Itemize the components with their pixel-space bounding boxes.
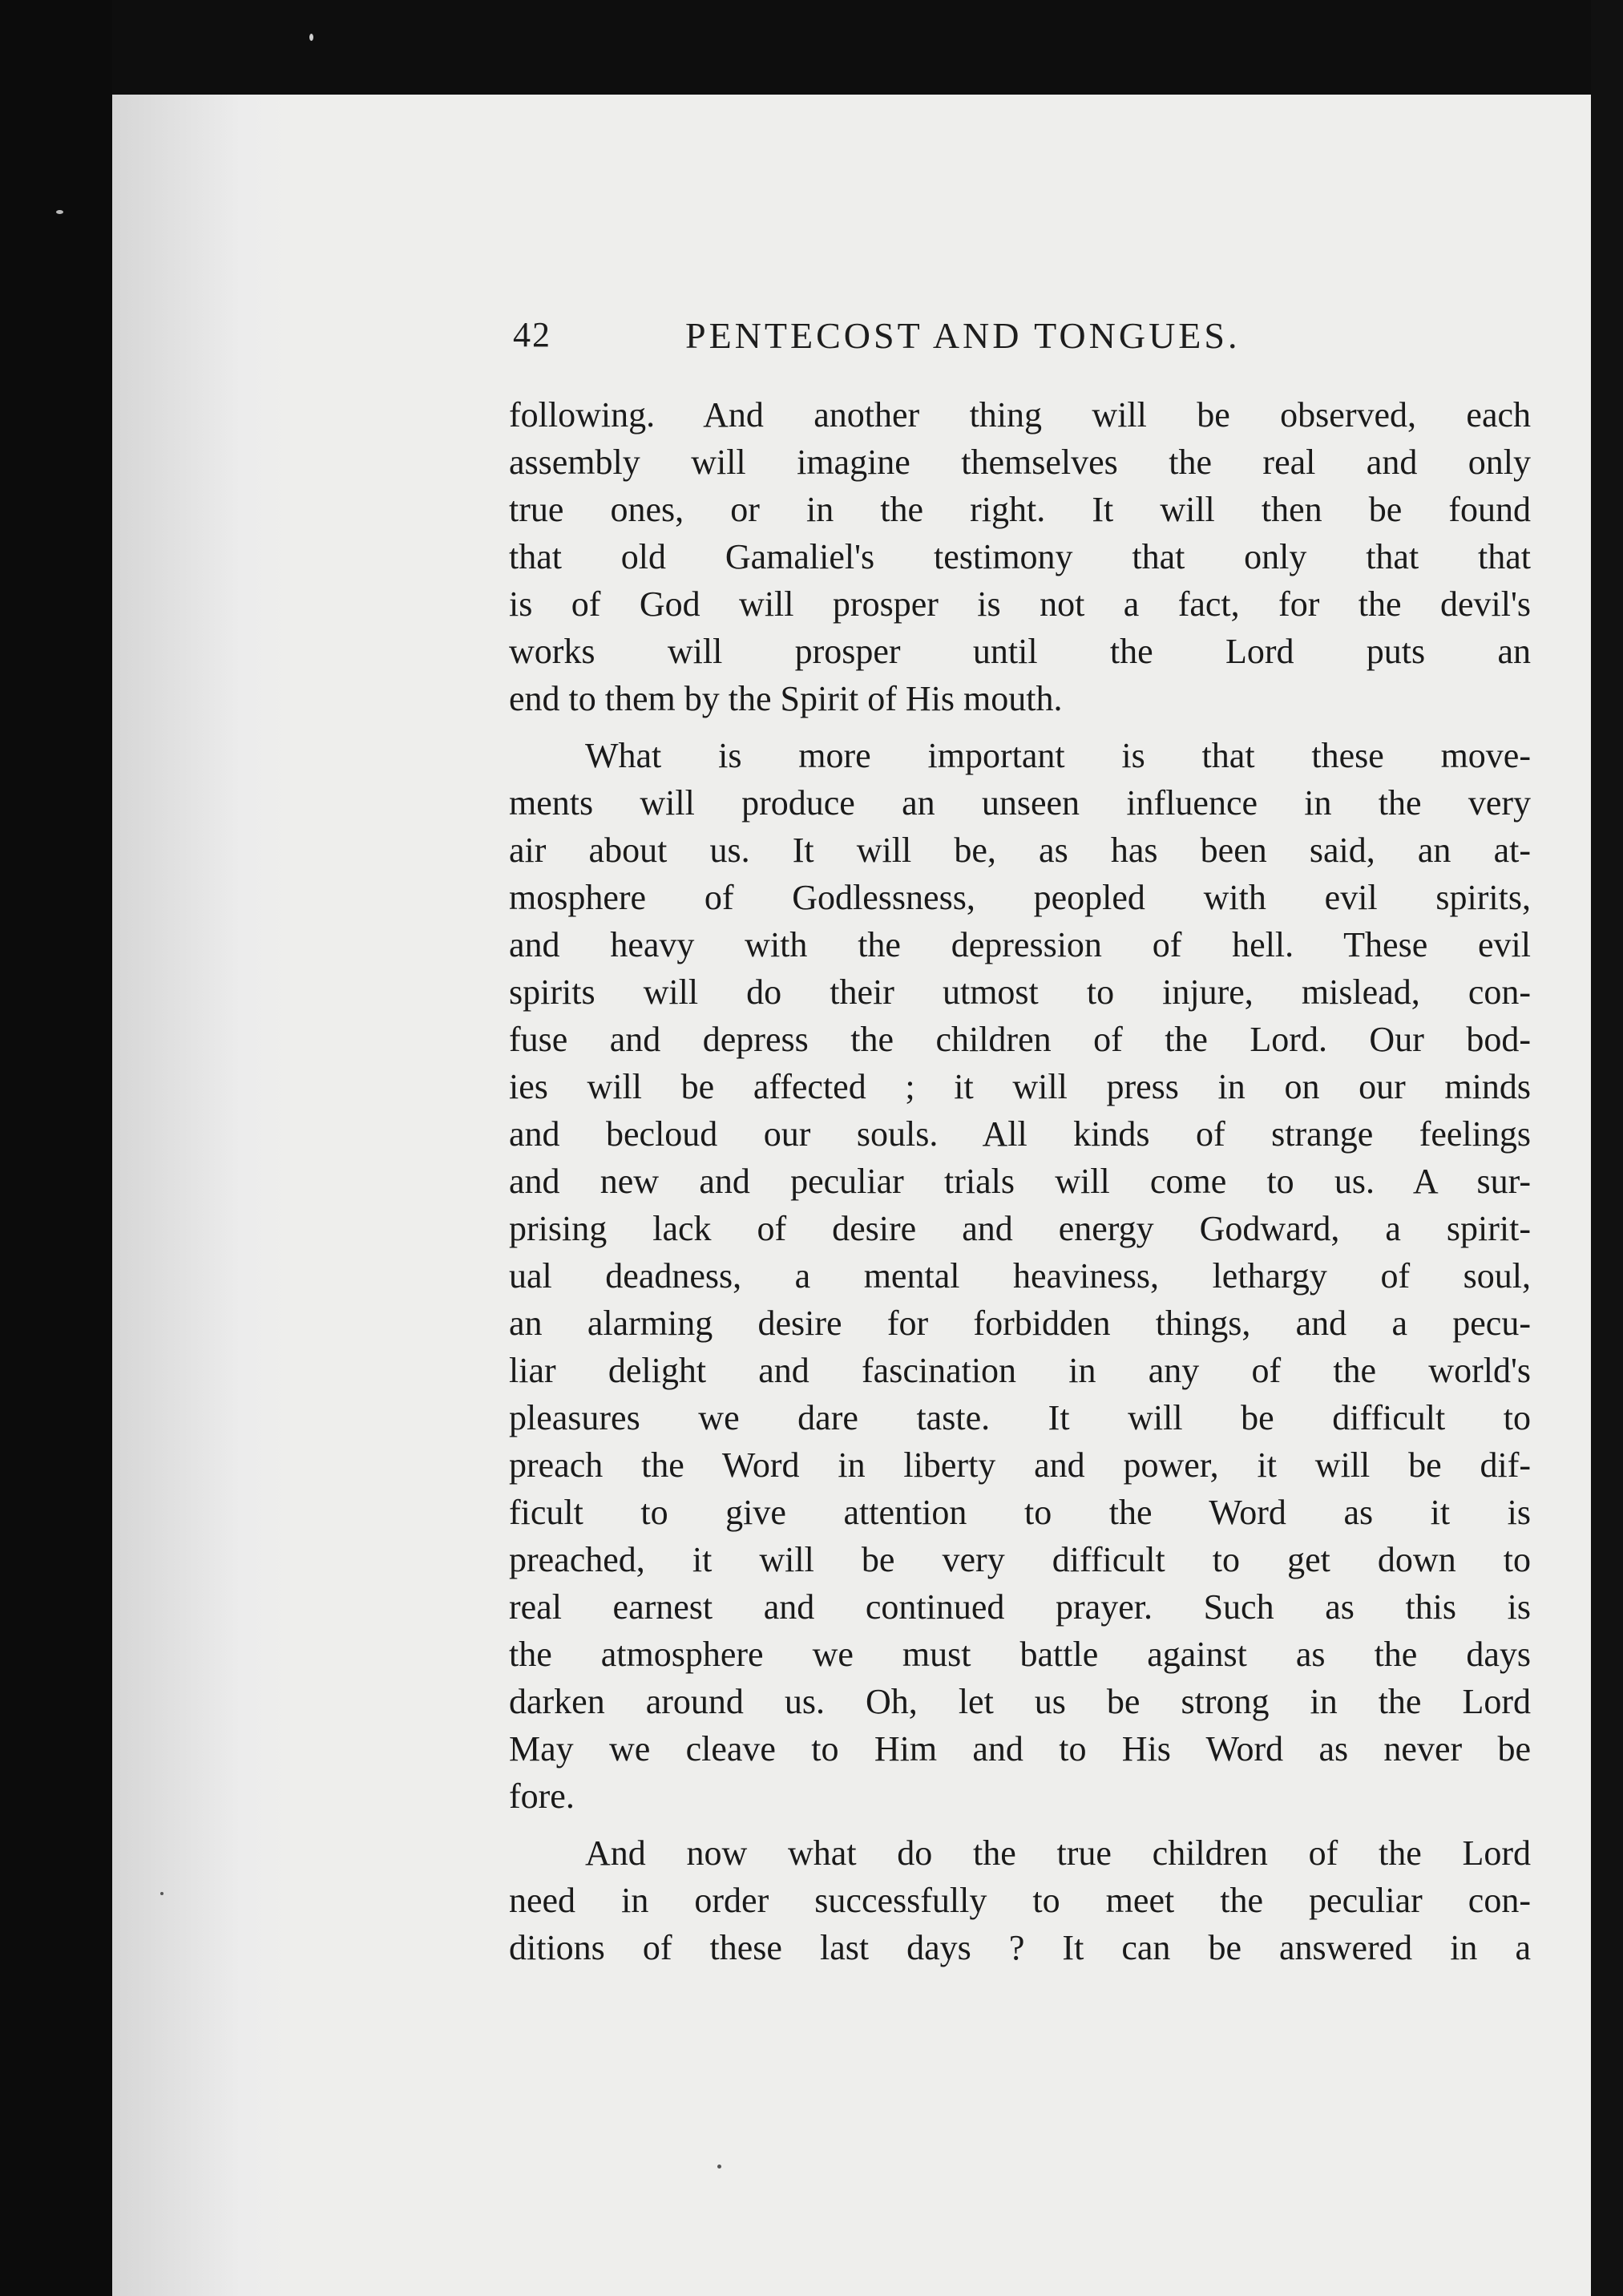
text-line: spirits will do their utmost to injure, mislead, con- (509, 972, 1531, 1012)
scan-speck (717, 2165, 721, 2169)
text-line: ual deadness, a mental heaviness, lethargy of soul, (509, 1256, 1531, 1296)
scanner-background-left (0, 0, 112, 2296)
paragraph-gap (509, 1820, 1531, 1829)
text-line: true ones, or in the right. It will then be found (509, 490, 1531, 529)
text-line: fuse and depress the children of the Lord. Our bod- (509, 1020, 1531, 1059)
paragraph-gap (509, 722, 1531, 732)
text-line: and new and peculiar trials will come to us. A sur- (509, 1162, 1531, 1201)
text-line: What is more important is that these move- (585, 736, 1531, 775)
text-line: air about us. It will be, as has been said, an at- (509, 831, 1531, 870)
text-line: May we cleave to Him and to His Word as never be (509, 1729, 1531, 1768)
scan-speck (56, 210, 63, 214)
paragraph (509, 1829, 1531, 1971)
text-line: ments will produce an unseen influence in the very (509, 783, 1531, 823)
text-line: ies will be affected ; it will press in on our minds (509, 1067, 1531, 1106)
text-line: end to them by the Spirit of His mouth. (509, 679, 1063, 718)
text-line: following. And another thing will be observed, each (509, 395, 1531, 435)
text-line: that old Gamaliel's testimony that only that that (509, 537, 1531, 576)
text-line: the atmosphere we must battle against as the days (509, 1635, 1531, 1674)
text-line: pleasures we dare taste. It will be difficult to (509, 1398, 1531, 1437)
text-line: darken around us. Oh, let us be strong in the Lord (509, 1682, 1531, 1721)
paragraph (509, 732, 1531, 1820)
text-line: ditions of these last days ? It can be answered in a (509, 1928, 1531, 1967)
text-line: fore. (509, 1777, 575, 1816)
page-number: 42 (513, 315, 551, 354)
text-line: mosphere of Godlessness, peopled with evil spirits, (509, 878, 1531, 917)
text-line: prising lack of desire and energy Godward, a spirit- (509, 1209, 1531, 1248)
running-title: PENTECOST AND TONGUES. (685, 315, 1241, 356)
text-line: liar delight and fascination in any of the world's (509, 1351, 1531, 1390)
text-line: real earnest and continued prayer. Such as this is (509, 1587, 1531, 1627)
scanner-background-top (0, 0, 1623, 96)
text-line: preached, it will be very difficult to get down to (509, 1540, 1531, 1579)
gutter-shadow (112, 95, 297, 2296)
body-text (509, 391, 1531, 1971)
text-line: works will prosper until the Lord puts an (509, 632, 1531, 671)
paragraph (509, 391, 1531, 722)
text-line: and heavy with the depression of hell. These evil (509, 925, 1531, 964)
running-head (513, 314, 1322, 362)
scan-speck (309, 34, 313, 41)
text-line: and becloud our souls. All kinds of strange feelings (509, 1114, 1531, 1154)
scan-speck (160, 1892, 164, 1895)
text-line: is of God will prosper is not a fact, for the devil's (509, 584, 1531, 624)
text-line: need in order successfully to meet the peculiar con- (509, 1881, 1531, 1920)
text-line: assembly will imagine themselves the real and only (509, 443, 1531, 482)
text-line: And now what do the true children of the Lord (585, 1833, 1531, 1873)
text-line: an alarming desire for forbidden things, and a pecu- (509, 1304, 1531, 1343)
text-line: ficult to give attention to the Word as it is (509, 1493, 1531, 1532)
text-line: preach the Word in liberty and power, it will be dif- (509, 1445, 1531, 1485)
scanner-background-right (1591, 0, 1623, 2296)
